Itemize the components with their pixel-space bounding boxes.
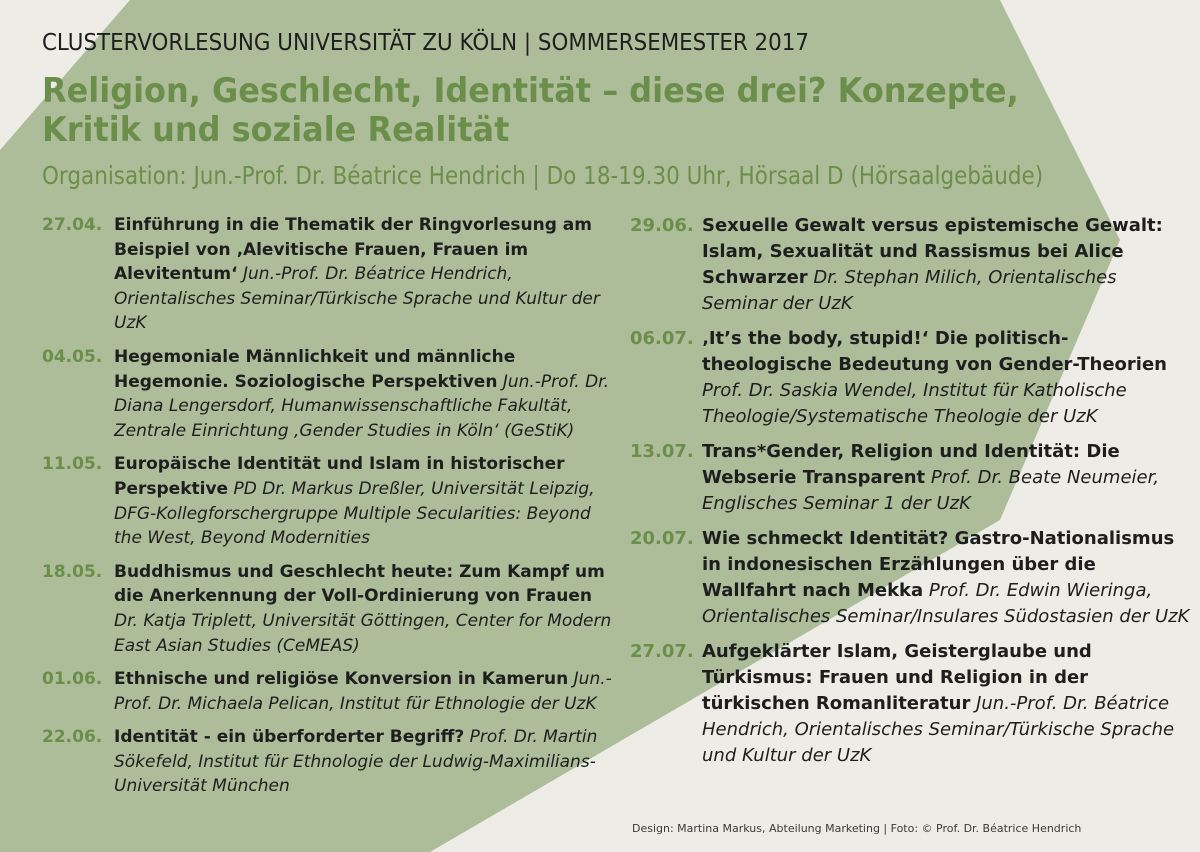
lecture-topic: Aufgeklärter Islam, Geisterglaube und Türkismus: Frauen und Religion in der türkischen Romanliteratur: [702, 641, 1092, 714]
schedule-entry: [630, 439, 1190, 517]
lecture-date: 01.06.: [42, 669, 103, 690]
lecture-speaker: Jun.-Prof. Dr. Béatrice Hendrich, Orientalisches Seminar/Türkische Sprache und Kultur der UzK: [114, 264, 600, 334]
lecture-topic: Einführung in die Thematik der Ringvorlesung am Beispiel von ‚Alevitische Frauen, Frauen im Alevitentum‘: [114, 215, 592, 285]
schedule-entry: [42, 452, 612, 550]
schedule-entry: [630, 213, 1190, 317]
lecture-topic: ‚It’s the body, stupid!‘ Die politisch-theologische Bedeutung von Gender-Theorien: [702, 328, 1167, 375]
lecture-text: [702, 213, 1190, 317]
lecture-date: 11.05.: [42, 454, 103, 475]
lecture-topic: Sexuelle Gewalt versus epistemische Gewalt: Islam, Sexualität und Rassismus bei Alice Schwarzer: [702, 215, 1163, 288]
lecture-text: [114, 213, 612, 336]
schedule-entry: [42, 345, 612, 443]
lecture-speaker: Prof. Dr. Saskia Wendel, Institut für Katholische Theologie/Systematische Theologie der UzK: [702, 380, 1127, 427]
lecture-text: [114, 452, 612, 550]
lecture-text: [114, 667, 612, 716]
lecture-speaker: Dr. Katja Triplett, Universität Göttingen, Center for Modern East Asian Studies (CeMEAS): [114, 610, 612, 656]
lecture-date: 13.07.: [630, 441, 694, 462]
lecture-speaker: Prof. Dr. Edwin Wieringa, Orientalisches Seminar/Insulares Südostasien der UzK: [702, 580, 1190, 627]
schedule-right-column: [630, 213, 1190, 778]
lecture-speaker: Jun.-Prof. Dr. Diana Lengersdorf, Humanwissenschaftliche Fakultät, Zentrale Einrichtung ‚Gender Studies in Köln‘ (GeStiK): [114, 371, 609, 441]
lecture-topic: Ethnische und religiöse Konversion in Kamerun: [114, 669, 569, 690]
schedule-entry: [42, 213, 612, 336]
schedule-entry: [42, 725, 612, 799]
lecture-date: 27.07.: [630, 641, 694, 662]
lecture-speaker: Jun.-Prof. Dr. Michaela Pelican, Institut für Ethnologie der UzK: [114, 669, 612, 714]
lecture-topic: Identität - ein überforderter Begriff?: [114, 727, 465, 748]
schedule-entry: [630, 326, 1190, 430]
schedule-left-column: [42, 213, 612, 808]
schedule-entry: [42, 667, 612, 716]
lecture-topic: Hegemoniale Männlichkeit und männliche Hegemonie. Soziologische Perspektiven: [114, 346, 516, 392]
lecture-date: 29.06.: [630, 215, 694, 236]
lecture-date: 27.04.: [42, 215, 103, 235]
schedule-entry: [630, 639, 1190, 769]
lecture-date: 18.05.: [42, 561, 103, 582]
lecture-speaker: PD Dr. Markus Dreßler, Universität Leipzig, DFG-Kollegforschergruppe Multiple Secularities: Beyond the West, Beyond Modernities: [114, 478, 595, 549]
lecture-speaker: Prof. Dr. Martin Sökefeld, Institut für Ethnologie der Ludwig-Maximilians-Universität München: [114, 727, 598, 797]
lecture-text: [702, 639, 1190, 769]
lecture-topic: Europäische Identität und Islam in historischer Perspektive: [114, 454, 565, 499]
lecture-text: [114, 725, 612, 799]
lecture-date: 22.06.: [42, 727, 103, 748]
schedule-entry: [630, 526, 1190, 630]
lecture-topic: Wie schmeckt Identität? Gastro-Nationalismus in indonesischen Erzählungen über die Wallfahrt nach Mekka: [702, 528, 1175, 601]
organisation-line: Organisation: Jun.-Prof. Dr. Béatrice Hendrich | Do 18-19.30 Uhr, Hörsaal D (Hörsaalgebäude): [42, 161, 1044, 190]
poster-title: Religion, Geschlecht, Identität – diese drei? Konzepte, Kritik und soziale Realität: [42, 71, 1019, 150]
lecture-speaker: Dr. Stephan Milich, Orientalisches Seminar der UzK: [702, 267, 1117, 314]
lecture-text: [114, 560, 612, 658]
lecture-speaker: Jun.-Prof. Dr. Béatrice Hendrich, Orientalisches Seminar/Türkische Sprache und Kultur der UzK: [702, 693, 1175, 766]
lecture-date: 20.07.: [630, 528, 694, 549]
lecture-text: [702, 326, 1190, 430]
lecture-text: [702, 439, 1190, 517]
lecture-text: [114, 345, 612, 443]
lecture-topic: Buddhismus und Geschlecht heute: Zum Kampf um die Anerkennung der Voll-Ordinierung von Frauen: [114, 561, 605, 607]
lecture-date: 04.05.: [42, 346, 103, 367]
lecture-text: [702, 526, 1190, 630]
lecture-speaker: Prof. Dr. Beate Neumeier, Englisches Seminar 1 der UzK: [702, 467, 1160, 514]
lecture-topic: Trans*Gender, Religion und Identität: Die Webserie Transparent: [702, 441, 1120, 488]
design-credit: Design: Martina Markus, Abteilung Marketing | Foto: © Prof. Dr. Béatrice Hendrich: [632, 822, 1082, 835]
schedule-entry: [42, 560, 612, 658]
lecture-date: 06.07.: [630, 328, 694, 349]
lecture-series-kicker: CLUSTERVORLESUNG UNIVERSITÄT ZU KÖLN | SOMMERSEMESTER 2017: [42, 30, 809, 56]
